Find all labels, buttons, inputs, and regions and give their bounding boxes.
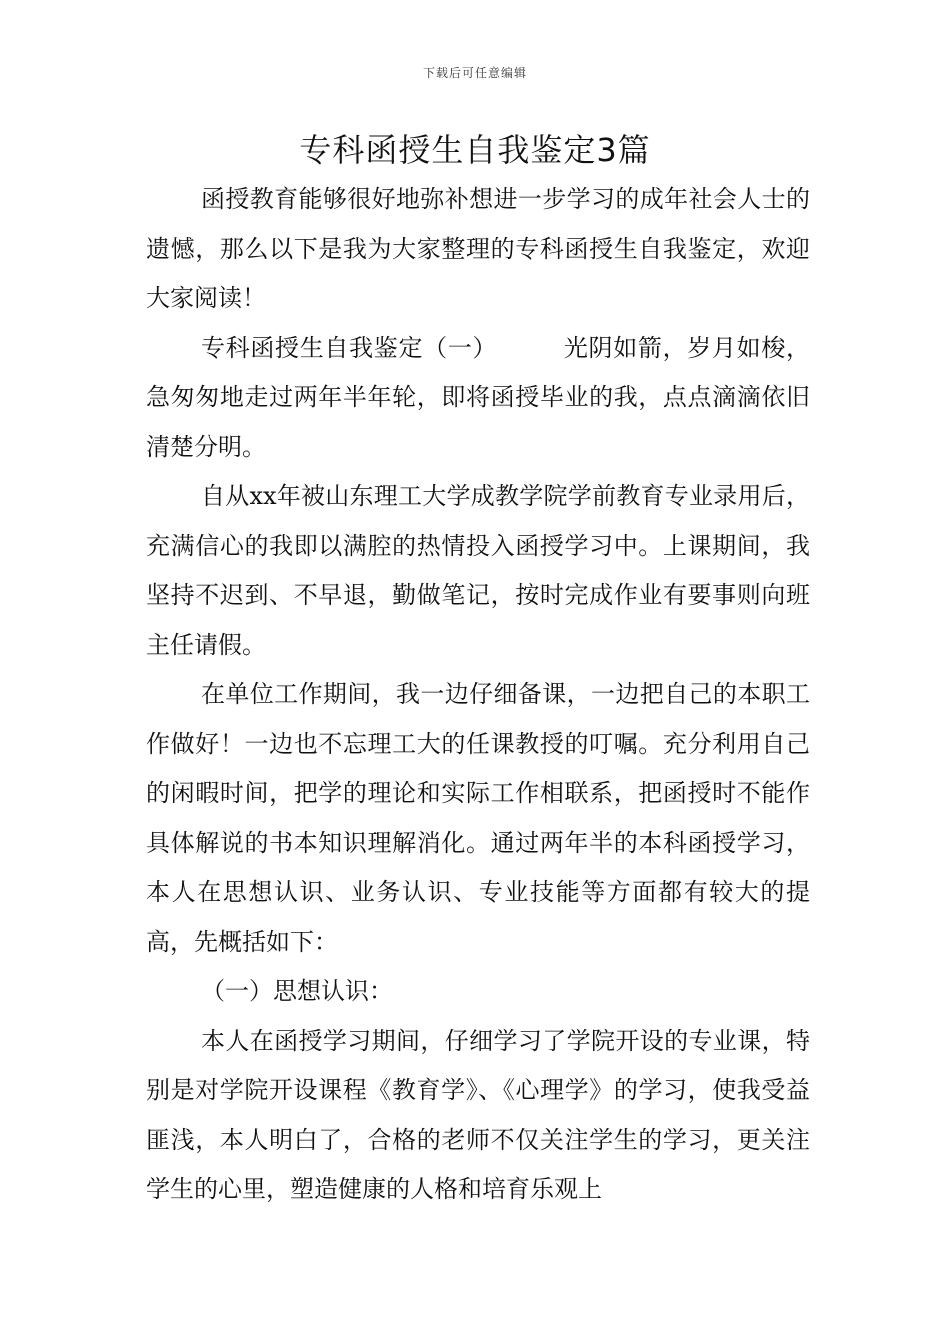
paragraph-intro: 函授教育能够很好地弥补想进一步学习的成年社会人士的遗憾，那么以下是我为大家整理的专科函授生自我鉴定，欢迎大家阅读！ [146, 185, 810, 312]
paragraph-admission: 自从xx年被山东理工大学成教学院学前教育专业录用后，充满信心的我即以满腔的热情投入函授学习中。上课期间，我坚持不迟到、不早退，勤做笔记，按时完成作业有要事则向班主任请假。 [146, 482, 810, 659]
section-one-text: 光阴如箭，岁月如梭，急匆匆地走过两年半年轮，即将函授毕业的我，点点滴滴依旧清楚分明。 [146, 333, 811, 461]
paragraph-thought-detail: 本人在函授学习期间，仔细学习了学院开设的专业课，特别是对学院开设课程《教育学》、《心理学》的学习，使我受益匪浅，本人明白了，合格的老师不仅关注学生的学习，更关注学生的心里，塑造健康的人格和培育乐观上 [146, 1026, 810, 1203]
paragraph-section-one [146, 324, 810, 473]
paragraph-subheading-thought: （一）思想认识： [201, 977, 393, 1005]
section-heading-one: 专科函授生自我鉴定（一） [201, 333, 498, 362]
document-title: 专科函授生自我鉴定3篇 [299, 131, 651, 169]
header-note: 下载后可任意编辑 [422, 66, 527, 80]
paragraph-work-period: 在单位工作期间，我一边仔细备课，一边把自己的本职工作做好！一边也不忘理工大的任课教授的叮嘱。充分利用自己的闲暇时间，把学的理论和实际工作相联系，把函授时不能作具体解说的书本知识理解消化。通过两年半的本科函授学习，本人在思想认识、业务认识、专业技能等方面都有较大的提高，先概括如下： [146, 680, 810, 956]
document-body [146, 175, 810, 1215]
